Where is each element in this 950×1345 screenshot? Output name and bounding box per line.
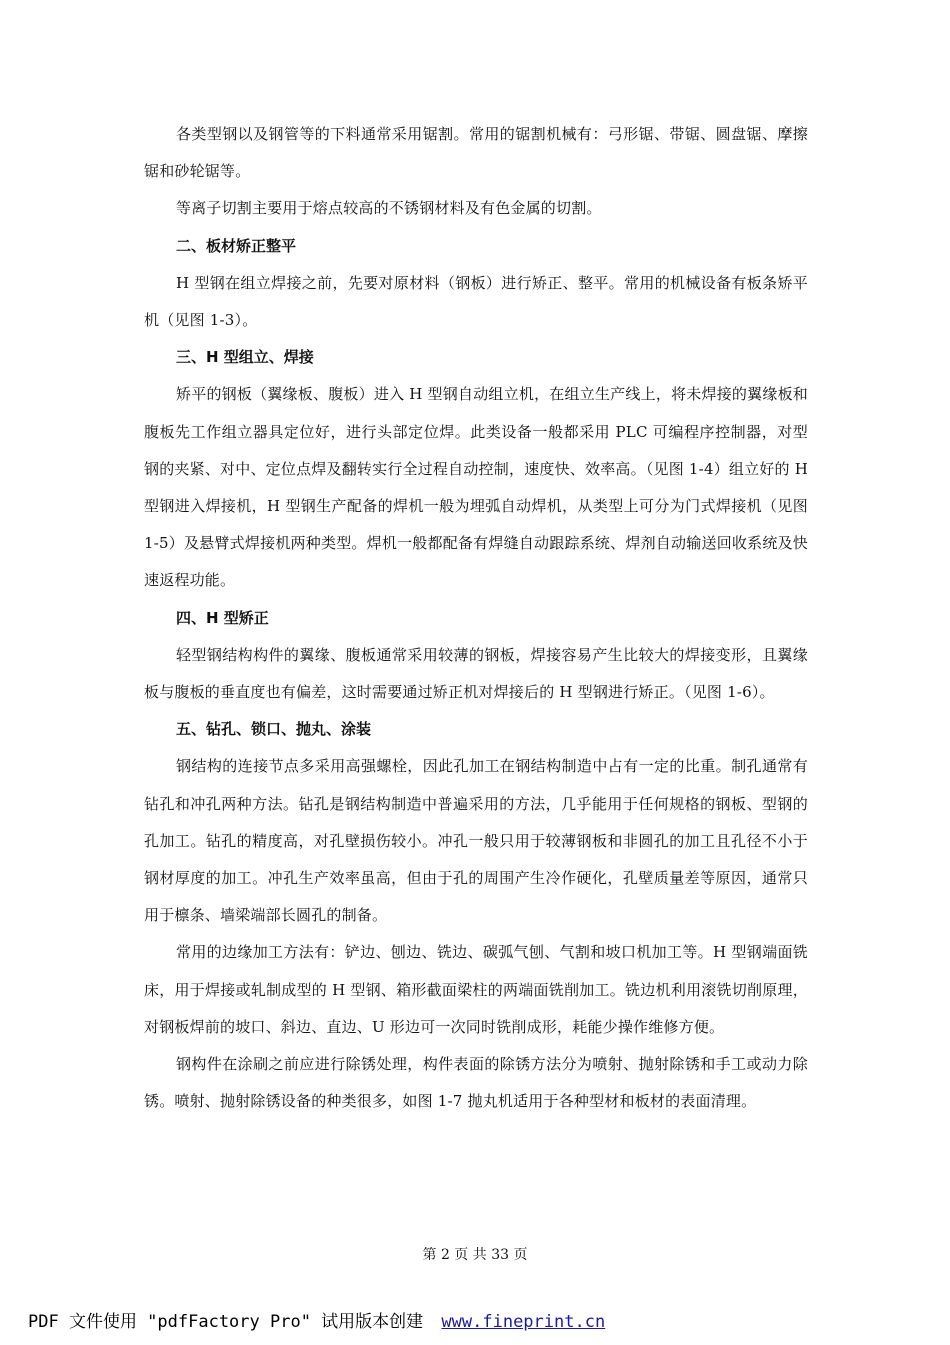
paragraph: H 型钢在组立焊接之前，先要对原材料（钢板）进行矫正、整平。常用的机械设备有板条矫平机（见图 1-3）。	[144, 273, 808, 330]
section-heading: 三、H 型组立、焊接	[176, 348, 314, 367]
watermark-text: PDF 文件使用 "pdfFactory Pro" 试用版本创建	[28, 1312, 424, 1332]
section-heading: 五、钻孔、锁口、抛丸、涂装	[176, 720, 372, 739]
paragraph: 钢结构的连接节点多采用高强螺栓，因此孔加工在钢结构制造中占有一定的比重。制孔通常有钻孔和冲孔两种方法。钻孔是钢结构制造中普遍采用的方法，几乎能用于任何规格的钢板、型钢的孔加工。钻孔的精度高，对孔壁损伤较小。冲孔一般只用于较薄钢板和非圆孔的加工且孔径不小于钢材厚度的加工。冲孔生产效率虽高，但由于孔的周围产生冷作硬化，孔壁质量差等原因，通常只用于檩条、墙梁端部长圆孔的制备。	[144, 757, 808, 925]
page-footer	[0, 1244, 950, 1264]
paragraph: 常用的边缘加工方法有：铲边、刨边、铣边、碳弧气刨、气割和坡口机加工等。H 型钢端面铣床，用于焊接或轧制成型的 H 型钢、箱形截面梁柱的两端面铣削加工。铣边机利用滚铣切削原理，对钢板焊前的坡口、斜边、直边、U 形边可一次同时铣削成形，耗能少操作维修方便。	[144, 943, 808, 1036]
section-heading: 四、H 型矫正	[176, 608, 269, 627]
document-body	[144, 116, 808, 1120]
page-number-label: 第 2 页 共 33 页	[422, 1247, 528, 1263]
watermark-link[interactable]: www.fineprint.cn	[441, 1312, 606, 1332]
paragraph: 轻型钢结构构件的翼缘、腹板通常采用较薄的钢板，焊接容易产生比较大的焊接变形，且翼缘板与腹板的垂直度也有偏差，这时需要通过矫正机对焊接后的 H 型钢进行矫正。（见图 1-6）。	[144, 645, 808, 702]
paragraph: 各类型钢以及钢管等的下料通常采用锯割。常用的锯割机械有：弓形锯、带锯、圆盘锯、摩擦锯和砂轮锯等。	[144, 125, 808, 181]
section-heading: 二、板材矫正整平	[176, 236, 297, 255]
paragraph: 矫平的钢板（翼缘板、腹板）进入 H 型钢自动组立机，在组立生产线上，将未焊接的翼缘板和腹板先工作组立器具定位好，进行头部定位焊。此类设备一般都采用 PLC 可编程序控制器，对型钢的夹紧、对中、定位点焊及翻转实行全过程自动控制，速度快、效率高。（见图 1-4）组立好的 H 型钢进入焊接机，H 型钢生产配备的焊机一般为埋弧自动焊机，从类型上可分为门式焊接机（见图 1-5）及悬臂式焊接机两种类型。焊机一般都配备有焊缝自动跟踪系统、焊剂自动输送回收系统及快速返程功能。	[144, 385, 808, 590]
pdf-watermark	[28, 1307, 605, 1332]
paragraph: 钢构件在涂刷之前应进行除锈处理，构件表面的除锈方法分为喷射、抛射除锈和手工或动力除锈。喷射、抛射除锈设备的种类很多，如图 1-7 抛丸机适用于各种型材和板材的表面清理。	[144, 1055, 808, 1111]
paragraph: 等离子切割主要用于熔点较高的不锈钢材料及有色金属的切割。	[176, 199, 602, 218]
